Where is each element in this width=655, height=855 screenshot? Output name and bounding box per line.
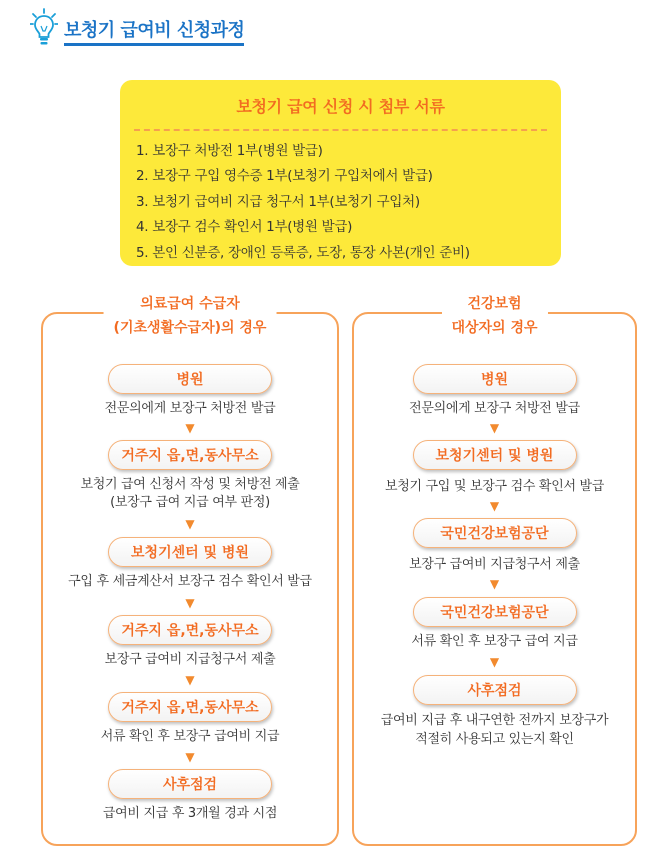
step-description: 적절히 사용되고 있는지 확인 [415,732,574,747]
list-item: 2. 보장구 구입 영수증 1부(보청기 구입처에서 발급) [136,168,433,185]
step-pill: 거주지 읍,면,동사무소 [108,440,272,470]
step-pill: 보청기센터 및 병원 [108,537,272,567]
panel-header: 건강보험 대상자의 경우 [441,292,547,340]
panel-header: 의료급여 수급자 (기초생활수급자)의 경우 [104,292,277,340]
arrow-down-icon: ▼ [185,673,195,687]
list-item: 3. 보청기 급여비 지급 청구서 1부(보청기 구입처) [136,193,420,210]
required-documents-box [120,80,561,266]
page-header [30,8,244,48]
step-description: 보장구 급여비 지급청구서 제출 [104,652,276,667]
arrow-down-icon: ▼ [489,421,500,435]
step-pill: 사후점검 [108,769,272,799]
arrow-down-icon: ▼ [185,596,195,610]
step-pill: 국민건강보험공단 [413,597,577,627]
step-description: (보장구 급여 지급 여부 판정) [110,495,270,510]
arrow-down-icon: ▼ [489,655,500,669]
step-description: 급여비 지급 후 내구연한 전까지 보장구가 [380,713,609,728]
step-description: 전문의에게 보장구 처방전 발급 [104,401,276,416]
step-description: 전문의에게 보장구 처방전 발급 [409,401,580,416]
step-pill: 보청기센터 및 병원 [413,440,577,470]
step-pill: 병원 [413,364,577,394]
health-insurance-panel [352,296,637,846]
step-pill: 사후점검 [413,675,577,705]
required-documents-title: 보청기 급여 신청 시 첨부 서류 [236,97,445,116]
list-item: 1. 보장구 처방전 1부(병원 발급) [136,143,323,159]
arrow-down-icon: ▼ [185,517,195,531]
step-description: 서류 확인 후 보장구 급여 지급 [411,634,578,649]
step-pill: 거주지 읍,면,동사무소 [108,692,272,722]
list-item: 5. 본인 신분증, 장애인 등록증, 도장, 통장 사본(개인 준비) [136,244,470,261]
step-description: 구입 후 세금계산서 보장구 검수 확인서 발급 [68,574,312,589]
step-pill: 병원 [108,364,272,394]
page-title: 보청기 급여비 신청과정 [64,16,244,46]
list-item: 4. 보장구 검수 확인서 1부(병원 발급) [136,219,353,236]
step-description: 보장구 급여비 지급청구서 제출 [409,557,580,572]
step-description: 서류 확인 후 보장구 급여비 지급 [100,729,280,744]
step-pill: 거주지 읍,면,동사무소 [108,615,272,645]
arrow-down-icon: ▼ [489,577,500,591]
step-description: 급여비 지급 후 3개월 경과 시점 [102,806,278,821]
arrow-down-icon: ▼ [185,750,195,764]
medical-aid-panel [41,296,339,846]
arrow-down-icon: ▼ [489,499,500,513]
required-documents-list [120,139,561,266]
arrow-down-icon: ▼ [185,421,195,435]
step-description: 보청기 급여 신청서 작성 및 처방전 제출 [80,477,300,492]
dashed-divider [134,129,547,131]
step-pill: 국민건강보험공단 [413,518,577,548]
step-description: 보청기 구입 및 보장구 검수 확인서 발급 [384,479,605,494]
lightbulb-icon [30,8,58,48]
